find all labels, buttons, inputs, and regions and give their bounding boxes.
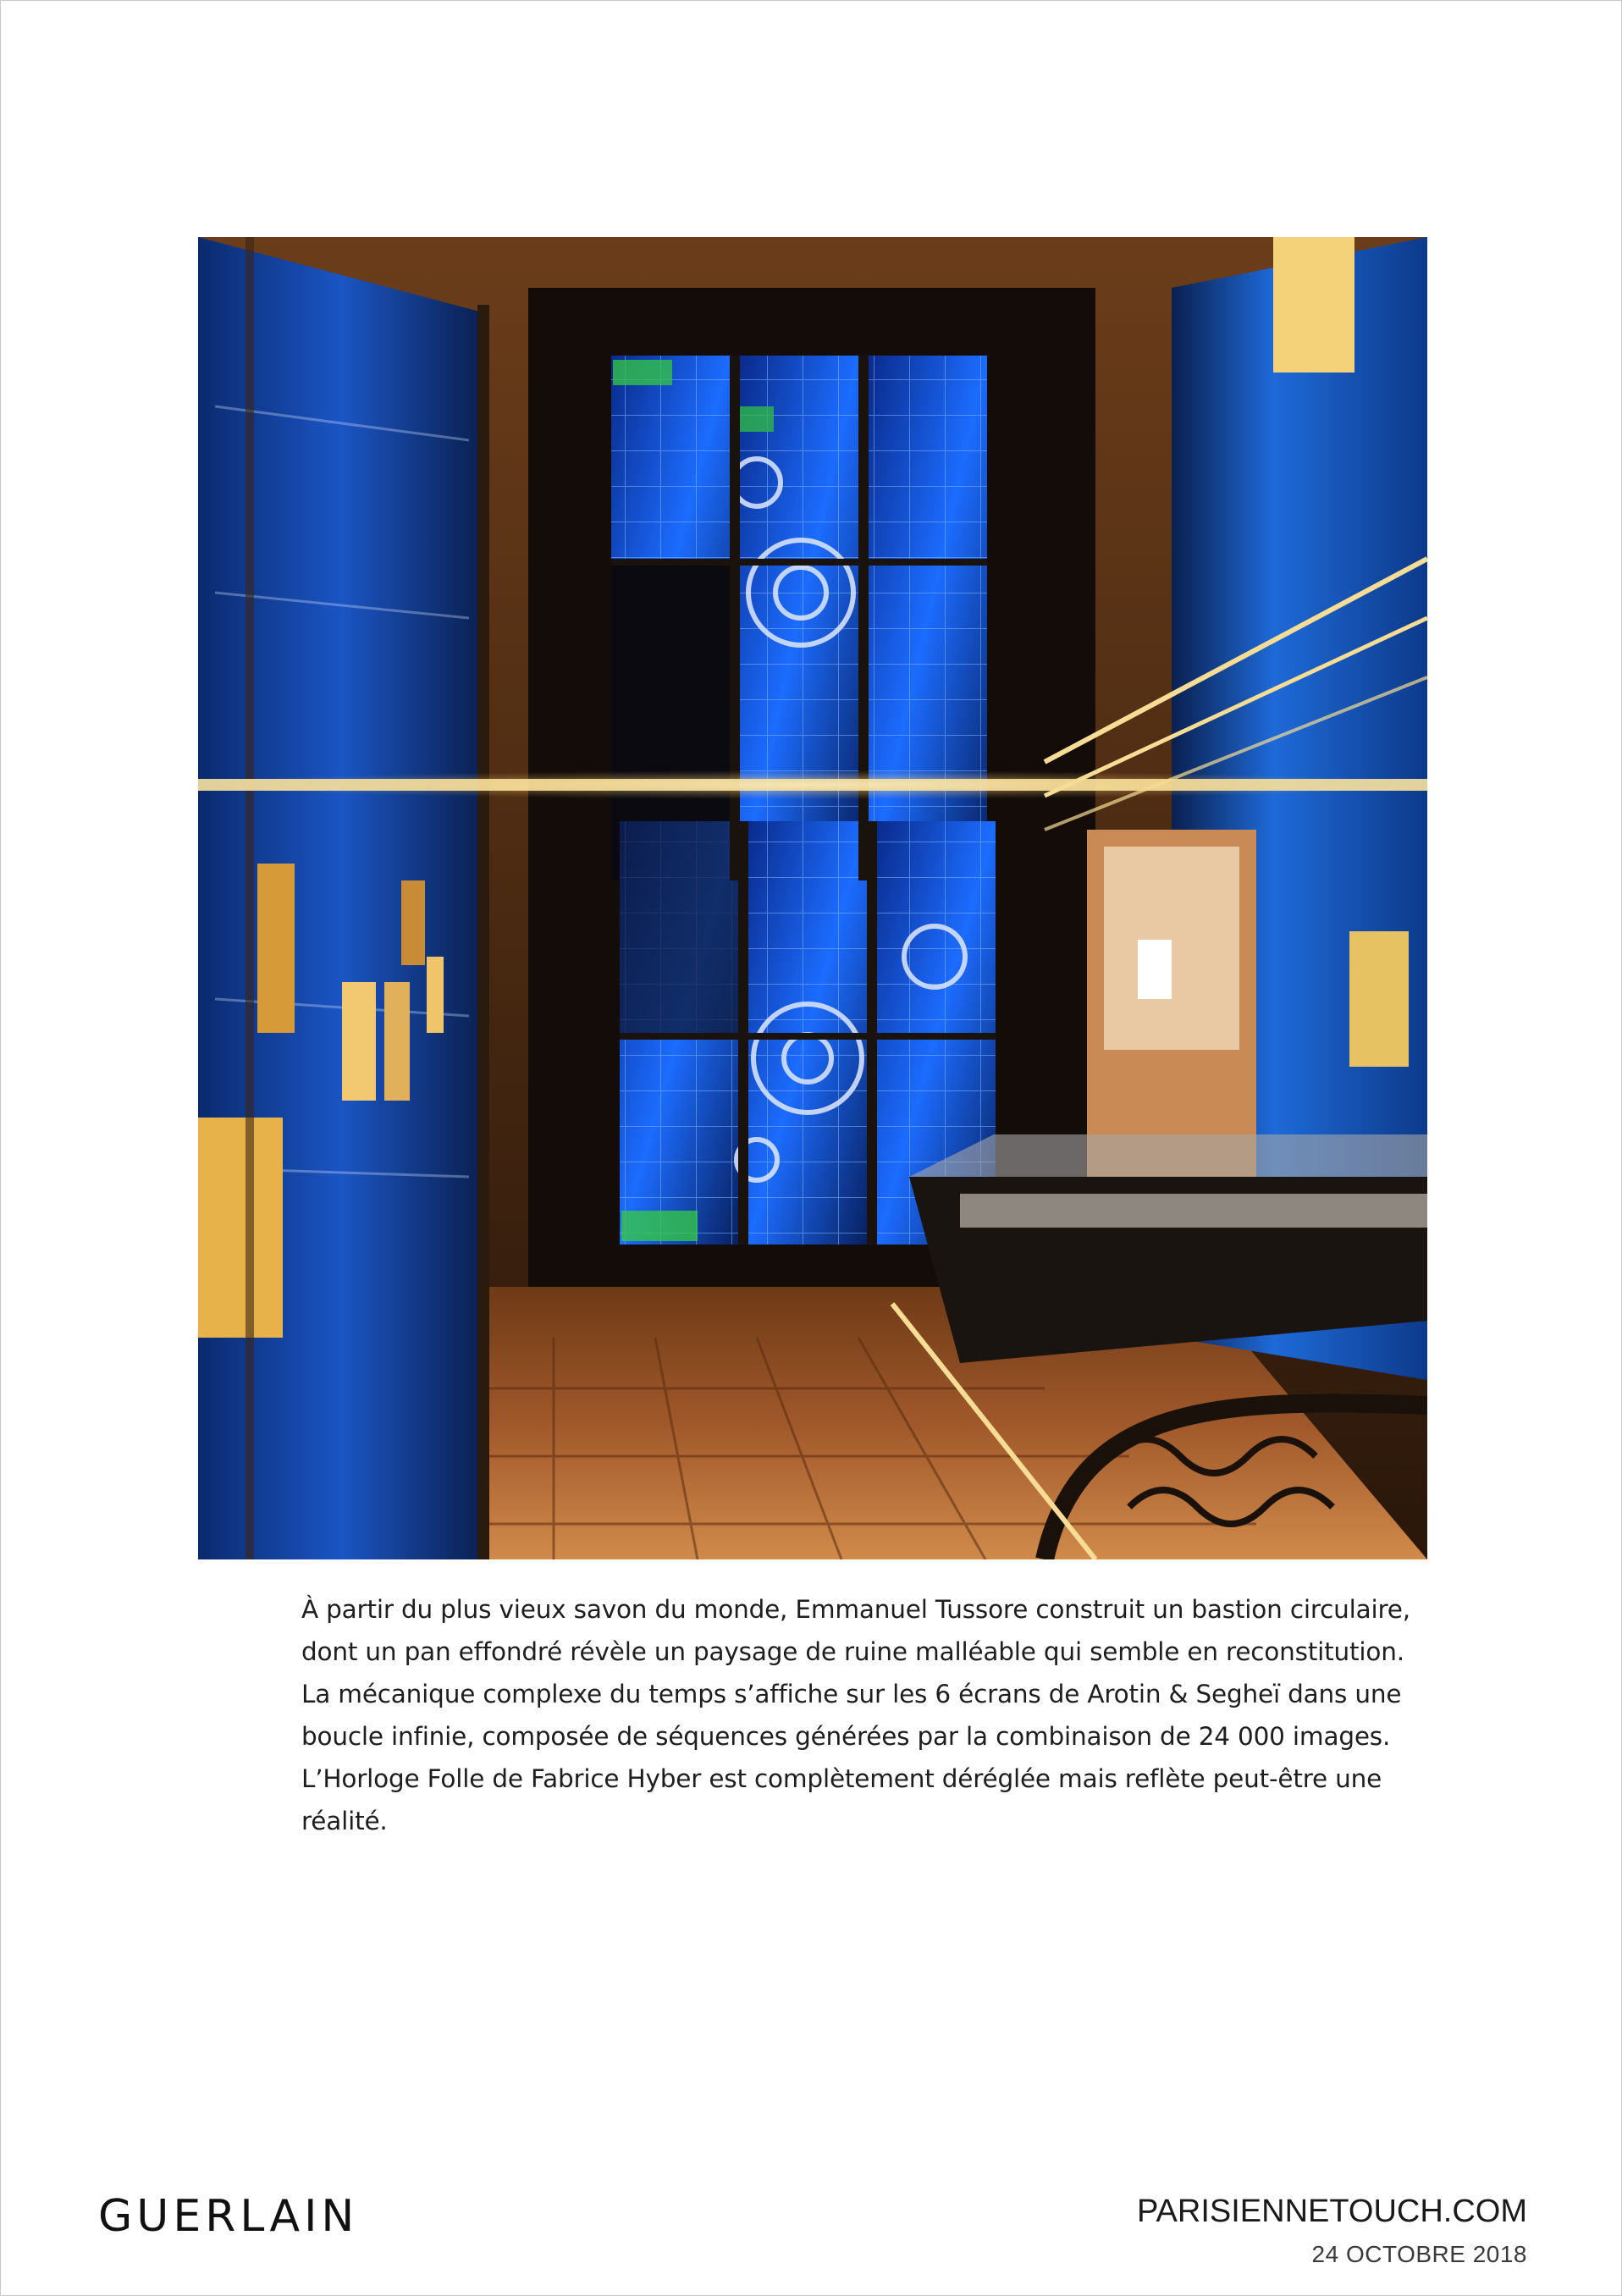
caption-text [301,1588,1419,1842]
publication-date: 24 OCTOBRE 2018 [1311,2241,1527,2267]
caption-line: L’Horloge Folle de Fabrice Hyber est complètement déréglée mais reflète peut-être une [301,1764,1382,1793]
screens [611,356,996,1245]
article-photo [198,237,1427,1559]
caption-line: réalité. [301,1807,388,1835]
caption-line: La mécanique complexe du temps s’affiche sur les 6 écrans de Arotin & Segheï dans une [301,1680,1402,1708]
caption-line: À partir du plus vieux savon du monde, Emmanuel Tussore construit un bastion circulaire, [301,1595,1410,1624]
brand-logo: GUERLAIN [98,2191,359,2242]
caption-line: boucle infinie, composée de séquences générées par la combinaison de 24 000 images. [301,1722,1391,1751]
source-site: PARISIENNETOUCH.COM [1137,2194,1527,2229]
caption-line: dont un pan effondré révèle un paysage de ruine malléable qui semble en reconstitution. [301,1637,1404,1666]
